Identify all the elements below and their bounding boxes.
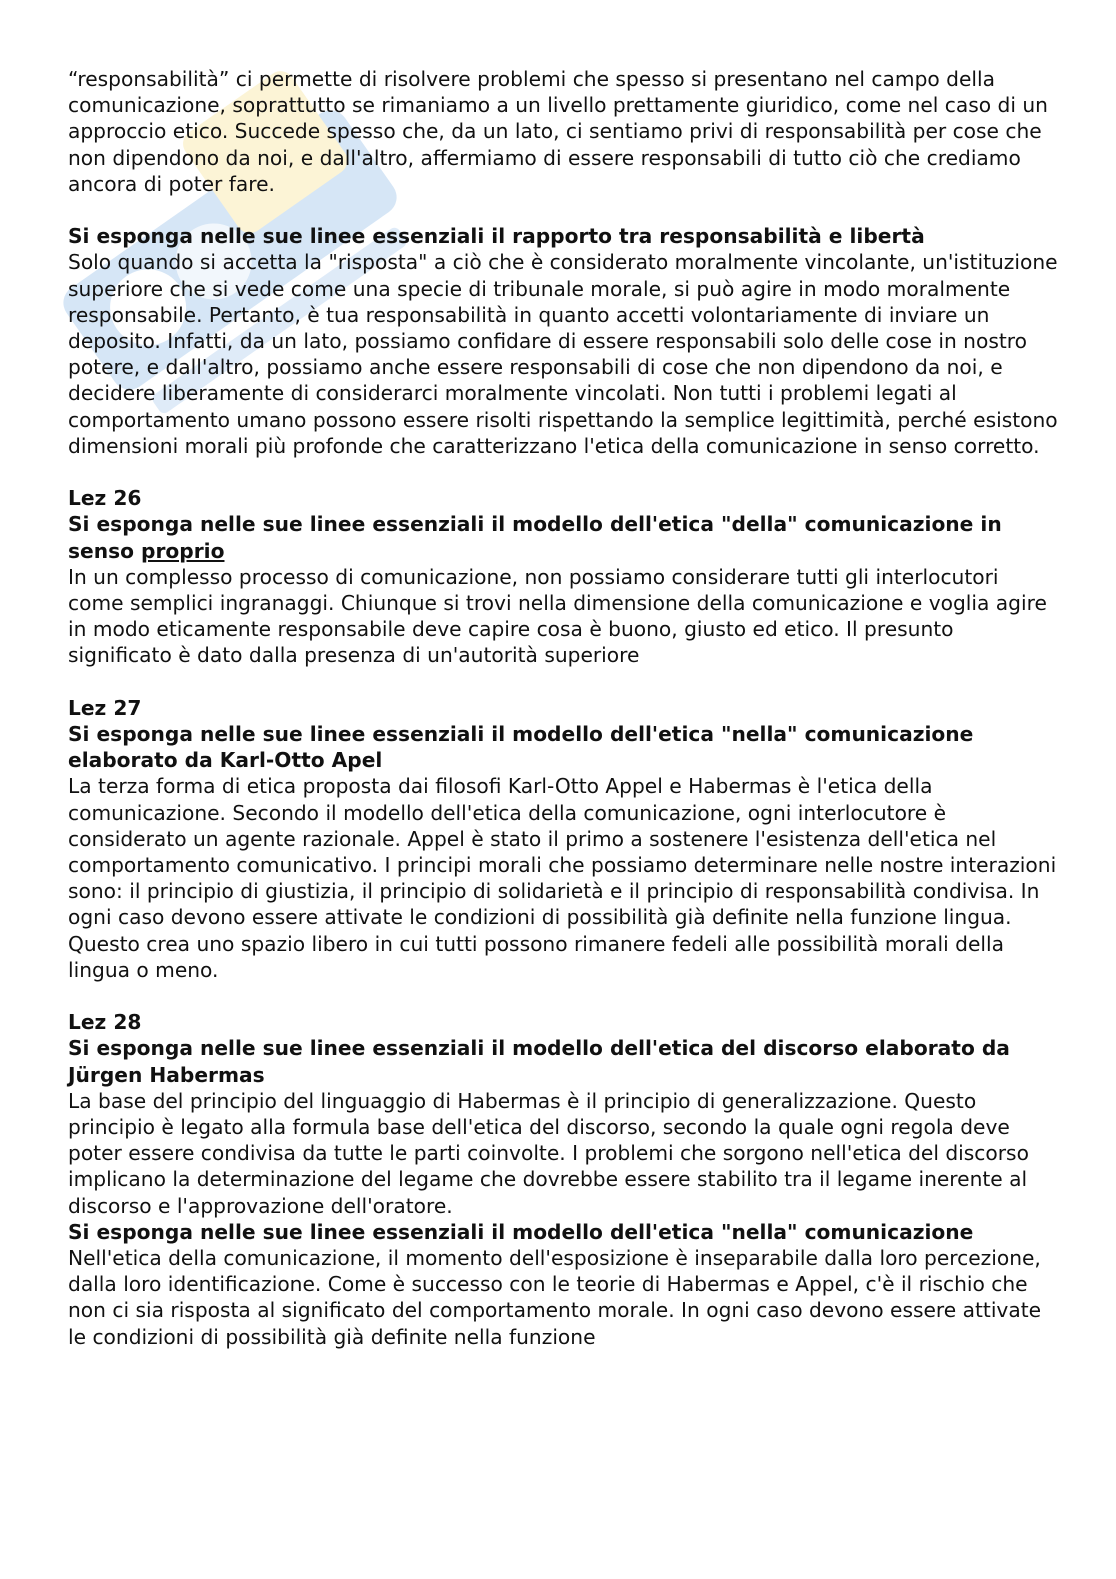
lesson-27-question: Si esponga nelle sue linee essenziali il modello dell'etica "nella" comunicazione elaborato da Karl-Otto Apel	[68, 722, 974, 773]
lesson-label-27: Lez 27	[68, 695, 142, 720]
document-body	[68, 66, 1058, 1350]
spacer	[68, 459, 1058, 485]
lesson-label-28: Lez 28	[68, 1010, 142, 1035]
lesson-label-26: Lez 26	[68, 486, 142, 511]
lesson-26-question-underlined: proprio	[141, 538, 225, 563]
lesson-27-answer: La terza forma di etica proposta dai filosofi Karl-Otto Appel e Habermas è l'etica della comunicazione. Secondo il modello dell'etica della comunicazione, ogni interlocutore è considerato un agente razionale. Appel è stato il primo a sostenere l'esistenza dell'etica nel comportamento comunicativo. I principi morali che possiamo determinare nelle nostre interazioni sono: il principio di giustizia, il principio di solidarietà e il principio di responsabilità condivisa. In ogni caso devono essere attivate le condizioni di possibilità già definite nella funzione lingua. Questo crea uno spazio libero in cui tutti possono rimanere fedeli alle possibilità morali della lingua o meno.	[68, 774, 1057, 982]
spacer	[68, 669, 1058, 695]
lesson-28-question: Si esponga nelle sue linee essenziali il modello dell'etica del discorso elaborato da Jürgen Habermas	[68, 1036, 1010, 1087]
section-answer: Solo quando si accetta la "risposta" a ciò che è considerato moralmente vincolante, un'istituzione superiore che si vede come una specie di tribunale morale, si può agire in modo moralmente responsabile. Pertanto, è tua responsabilità in quanto accetti volontariamente di inviare un deposito. Infatti, da un lato, possiamo confidare di essere responsabili solo delle cose in nostro potere, e dall'altro, possiamo anche essere responsabili di cose che non dipendono da noi, e decidere liberamente di considerarci moralmente vincolati. Non tutti i problemi legati al comportamento umano possono essere risolti rispettando la semplice legittimità, perché esistono dimensioni morali più profonde che caratterizzano l'etica della comunicazione in senso corretto.	[68, 250, 1058, 458]
spacer	[68, 197, 1058, 223]
lesson-28-question-2: Si esponga nelle sue linee essenziali il modello dell'etica "nella" comunicazione	[68, 1219, 974, 1244]
lesson-28-answer: La base del principio del linguaggio di Habermas è il principio di generalizzazione. Questo principio è legato alla formula base dell'etica del discorso, secondo la quale ogni regola deve poter essere condivisa da tutte le parti coinvolte. I problemi che sorgono nell'etica del discorso implicano la determinazione del legame che dovrebbe essere stabilito tra il legame inerente al discorso e l'approvazione dell'oratore.	[68, 1088, 1029, 1218]
intro-paragraph: “responsabilità” ci permette di risolvere problemi che spesso si presentano nel campo della comunicazione, soprattutto se rimaniamo a un livello prettamente giuridico, come nel caso di un approccio etico. Succede spesso che, da un lato, ci sentiamo privi di responsabilità per cose che non dipendono da noi, e dall'altro, affermiamo di essere responsabili di tutto ciò che crediamo ancora di poter fare.	[68, 67, 1048, 196]
lesson-28-answer-2: Nell'etica della comunicazione, il momento dell'esposizione è inseparabile dalla loro percezione, dalla loro identificazione. Come è successo con le teorie di Habermas e Appel, c'è il rischio che non ci sia risposta al significato del comportamento morale. In ogni caso devono essere attivate le condizioni di possibilità già definite nella funzione	[68, 1246, 1042, 1349]
section-question: Si esponga nelle sue linee essenziali il rapporto tra responsabilità e libertà	[68, 224, 925, 249]
spacer	[68, 983, 1058, 1009]
lesson-26-question-text: Si esponga nelle sue linee essenziali il modello dell'etica "della" comunicazione in senso	[68, 512, 1002, 563]
lesson-26-question	[68, 511, 1058, 563]
lesson-26-answer: In un complesso processo di comunicazione, non possiamo considerare tutti gli interlocutori come semplici ingranaggi. Chiunque si trovi nella dimensione della comunicazione e voglia agire in modo eticamente responsabile deve capire cosa è buono, giusto ed etico. Il presunto significato è dato dalla presenza di un'autorità superiore	[68, 564, 1047, 668]
